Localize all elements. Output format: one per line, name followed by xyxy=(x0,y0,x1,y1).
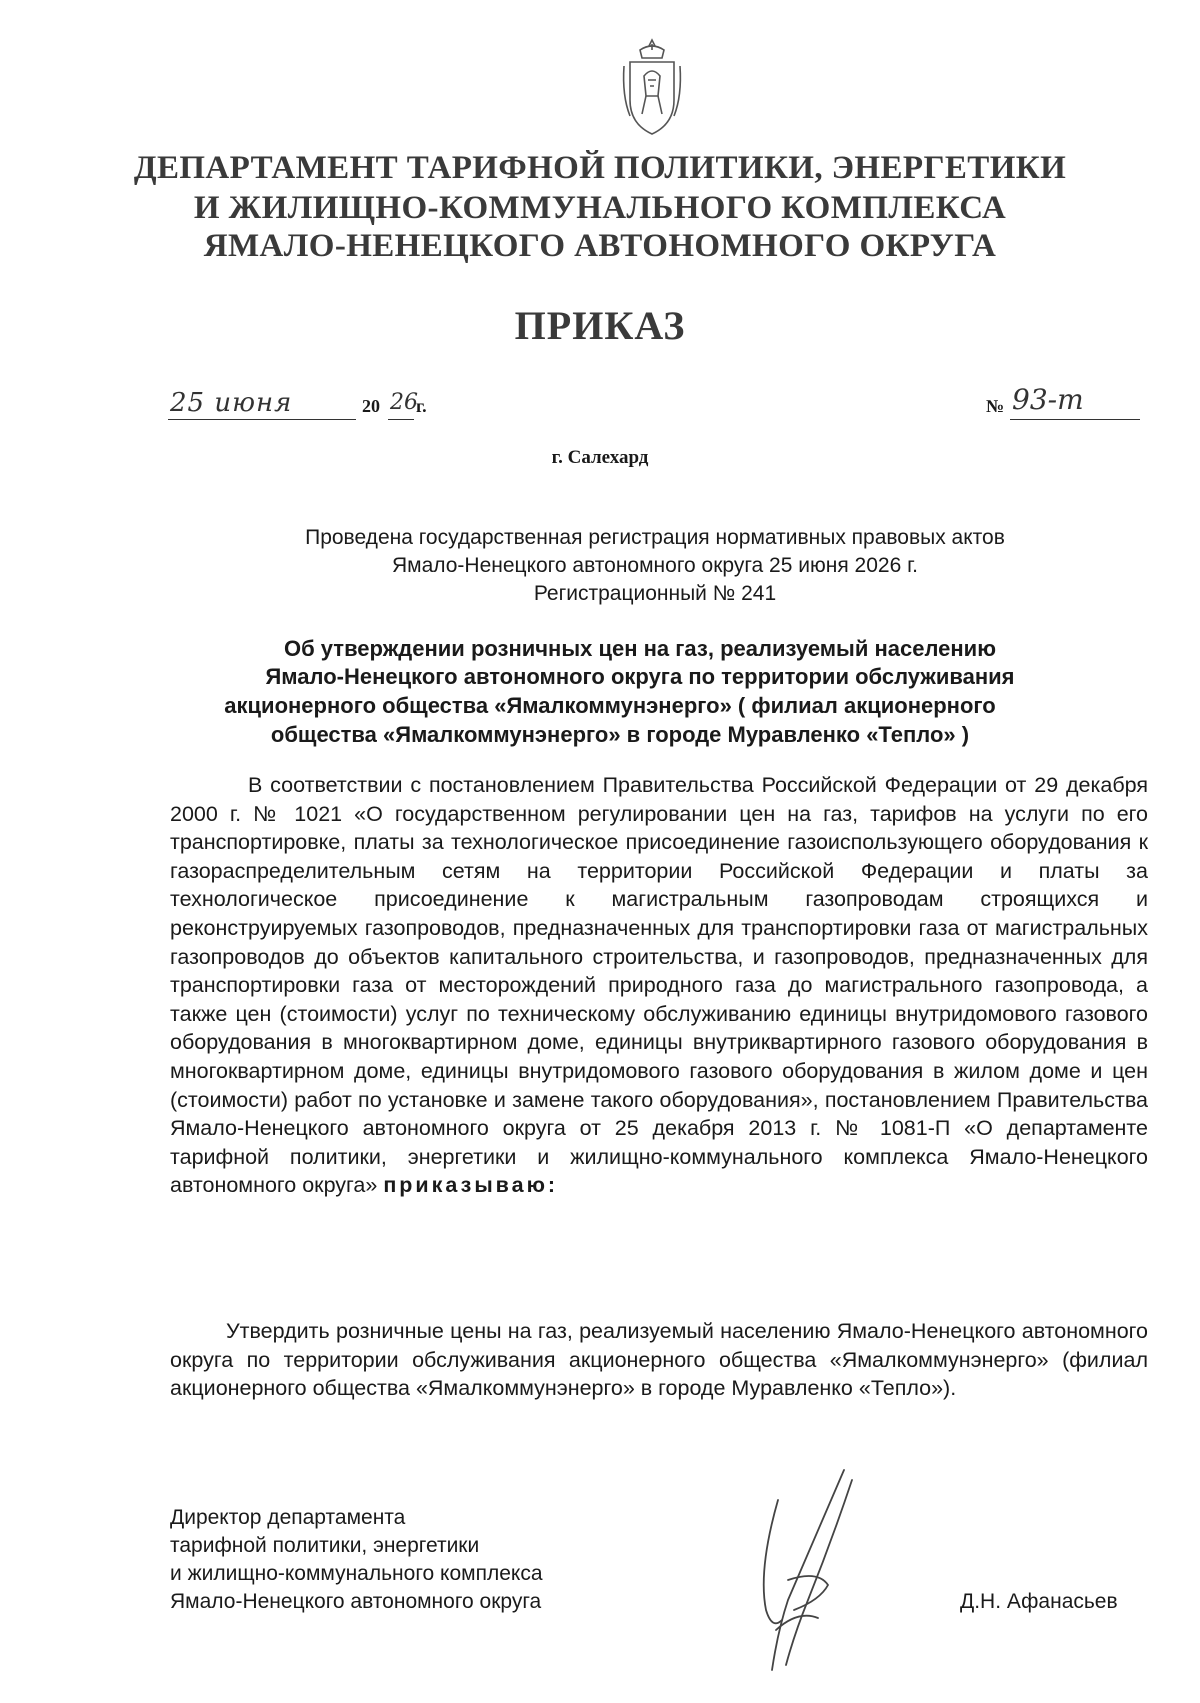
department-name-line-2: И ЖИЛИЩНО-КОММУНАЛЬНОГО КОМПЛЕКСА xyxy=(193,190,1007,226)
order-number: 93-т xyxy=(1012,383,1084,416)
registration-line-2: Ямало-Ненецкого автономного округа 25 июня 2026 г. xyxy=(391,554,919,577)
date-underline xyxy=(168,419,356,420)
body-paragraph-decision: Утвердить розничные цены на газ, реализуемый населению Ямало-Ненецкого автономного округа по территории обслуживания акционерного общества «Ямалкоммунэнерго» (филиал акционерного общества «Ямалкоммунэнерго» в городе Муравленко «Тепло»). xyxy=(170,1319,1148,1401)
city-line: г. Салехард xyxy=(551,447,649,468)
signer-name: Д.Н. Афанасьев xyxy=(960,1590,1118,1613)
subject-line-3: акционерного общества «Ямалкоммунэнерго» ( филиал акционерного xyxy=(224,693,996,718)
order-year-suffix: 26 xyxy=(390,390,418,415)
handwritten-signature-icon xyxy=(748,1460,868,1680)
subject-line-1: Об утверждении розничных цен на газ, реализуемый населению xyxy=(283,636,996,661)
coat-of-arms-icon xyxy=(620,36,684,141)
signer-position-line-4: Ямало-Ненецкого автономного округа xyxy=(170,1590,542,1613)
order-directive-word: приказываю: xyxy=(383,1173,559,1198)
subject-line-2: Ямало-Ненецкого автономного округа по территории обслуживания xyxy=(265,664,1015,689)
signer-position-line-2: тарифной политики, энергетики xyxy=(170,1534,480,1557)
order-year-mark: г. xyxy=(416,396,427,416)
department-name-line-1: ДЕПАРТАМЕНТ ТАРИФНОЙ ПОЛИТИКИ, ЭНЕРГЕТИКИ xyxy=(133,150,1067,186)
order-date-day-month: 25 июня xyxy=(170,388,293,418)
year-underline xyxy=(388,419,414,420)
department-name-line-3: ЯМАЛО-НЕНЕЦКОГО АВТОНОМНОГО ОКРУГА xyxy=(203,228,997,264)
registration-line-3: Регистрационный № 241 xyxy=(533,582,777,605)
registration-line-1: Проведена государственная регистрация нормативных правовых актов xyxy=(305,526,1005,549)
preamble-text: В соответствии с постановлением Правительства Российской Федерации от 29 декабря 2000 г. № 1021 «О государственном регулировании цен на газ, тарифов на услуги по его транспортировке, платы за технологическое присоединение газоиспользующего оборудования к газораспределительным сетям на территории Российской Федерации и платы за технологическое присоединение к магистральным газопроводам строящихся и реконструируемых газопроводов, предназначенных для транспортировки газа от магистральных газопроводов до объектов капитального строительства, и газопроводов, предназначенных для транспортировки газа от месторождений природного газа до магистрального газопровода, а также цен (стоимости) услуг по техническому обслуживанию единицы внутридомового газового оборудования в многоквартирном доме, единицы внутриквартирного газового оборудования в многоквартирном доме, единицы внутридомового газового оборудования в жилом доме и цен (стоимости) работ по установке и замене такого оборудования», постановлением Правительства Ямало-Ненецкого автономного округа от 25 декабря 2013 г. № 1081-П «О департаменте тарифной политики, энергетики и жилищно-коммунального комплекса Ямало-Ненецкого автономного округа» xyxy=(170,773,1148,1198)
document-type-title: ПРИКАЗ xyxy=(514,303,686,348)
signer-position-line-3: и жилищно-коммунального комплекса xyxy=(170,1562,543,1585)
signer-position-line-1: Директор департамента xyxy=(170,1506,406,1529)
number-underline xyxy=(1010,419,1140,420)
body-paragraph-preamble xyxy=(170,771,1148,1200)
order-year-prefix: 20 xyxy=(362,396,380,416)
order-number-prefix: № xyxy=(986,396,1005,416)
subject-line-4: общества «Ямалкоммунэнерго» в городе Муравленко «Тепло» ) xyxy=(270,722,970,747)
